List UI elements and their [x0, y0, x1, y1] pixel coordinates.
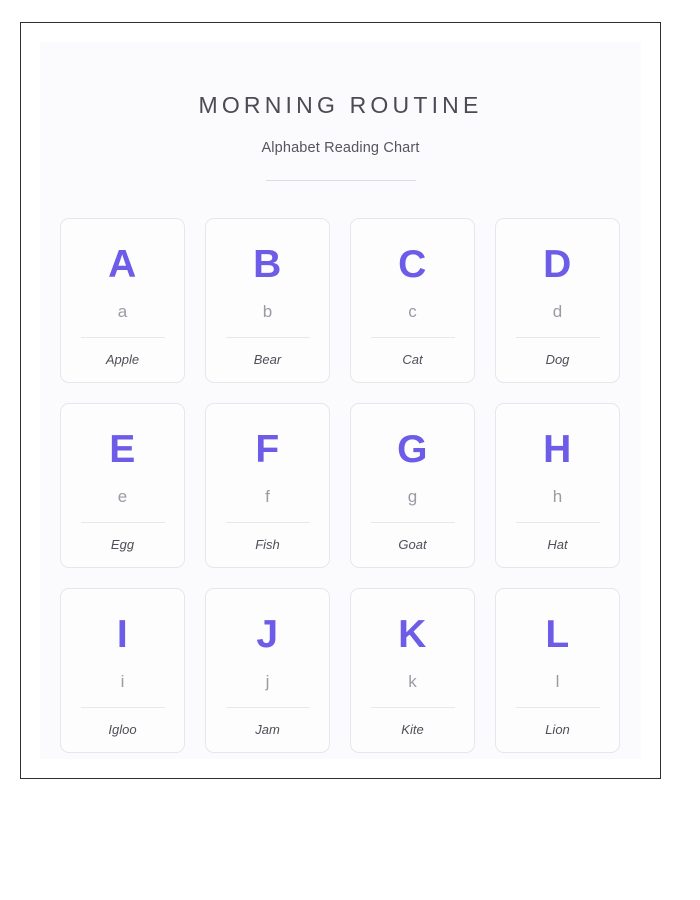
- alphabet-card[interactable]: [495, 218, 620, 383]
- card-divider: [226, 522, 310, 523]
- card-divider: [226, 337, 310, 338]
- card-lowercase-letter: e: [117, 486, 128, 506]
- card-divider: [516, 522, 600, 523]
- chart-sheet: [40, 42, 641, 759]
- card-uppercase-letter: B: [253, 242, 282, 286]
- card-word: Kite: [401, 721, 424, 737]
- alphabet-card[interactable]: [205, 588, 330, 753]
- card-word: Jam: [255, 721, 280, 737]
- card-uppercase-letter: D: [543, 242, 572, 286]
- card-lowercase-letter: g: [407, 486, 418, 506]
- card-divider: [516, 707, 600, 708]
- chart-header: [40, 42, 641, 181]
- alphabet-card[interactable]: [205, 218, 330, 383]
- card-divider: [81, 522, 165, 523]
- card-lowercase-letter: l: [555, 671, 560, 691]
- card-divider: [81, 707, 165, 708]
- card-word: Cat: [402, 351, 423, 367]
- alphabet-card[interactable]: [60, 403, 185, 568]
- alphabet-card[interactable]: [205, 403, 330, 568]
- card-uppercase-letter: K: [398, 612, 427, 656]
- card-divider: [371, 707, 455, 708]
- card-lowercase-letter: b: [262, 301, 273, 321]
- card-word: Igloo: [108, 721, 137, 737]
- card-uppercase-letter: C: [398, 242, 427, 286]
- card-uppercase-letter: E: [109, 427, 136, 471]
- card-lowercase-letter: f: [265, 486, 270, 506]
- card-word: Egg: [110, 536, 135, 552]
- alphabet-card-grid: [60, 218, 621, 753]
- card-word: Bear: [253, 351, 282, 367]
- card-uppercase-letter: H: [543, 427, 572, 471]
- alphabet-card[interactable]: [60, 218, 185, 383]
- card-uppercase-letter: A: [108, 242, 137, 286]
- card-lowercase-letter: k: [408, 671, 417, 691]
- page-subtitle: Alphabet Reading Chart: [261, 139, 420, 156]
- card-word: Dog: [545, 351, 570, 367]
- card-divider: [226, 707, 310, 708]
- card-uppercase-letter: J: [256, 612, 279, 656]
- card-lowercase-letter: j: [265, 671, 270, 691]
- alphabet-card[interactable]: [350, 218, 475, 383]
- card-lowercase-letter: c: [408, 301, 417, 321]
- card-uppercase-letter: F: [255, 427, 280, 471]
- card-divider: [81, 337, 165, 338]
- card-divider: [371, 337, 455, 338]
- card-word: Lion: [545, 721, 570, 737]
- page-frame: [20, 22, 661, 779]
- alphabet-card[interactable]: [495, 588, 620, 753]
- card-divider: [371, 522, 455, 523]
- alphabet-card[interactable]: [60, 588, 185, 753]
- card-word: Goat: [398, 536, 427, 552]
- card-word: Hat: [547, 536, 568, 552]
- card-word: Fish: [255, 536, 280, 552]
- card-word: Apple: [105, 351, 140, 367]
- alphabet-card[interactable]: [495, 403, 620, 568]
- card-uppercase-letter: L: [545, 612, 570, 656]
- page-title: MORNING ROUTINE: [198, 92, 483, 118]
- card-uppercase-letter: I: [116, 612, 129, 656]
- alphabet-card[interactable]: [350, 588, 475, 753]
- card-lowercase-letter: a: [117, 301, 128, 321]
- card-divider: [516, 337, 600, 338]
- header-divider: [266, 180, 416, 181]
- card-uppercase-letter: G: [397, 427, 428, 471]
- card-lowercase-letter: h: [552, 486, 563, 506]
- alphabet-card[interactable]: [350, 403, 475, 568]
- card-lowercase-letter: i: [120, 671, 125, 691]
- card-lowercase-letter: d: [552, 301, 563, 321]
